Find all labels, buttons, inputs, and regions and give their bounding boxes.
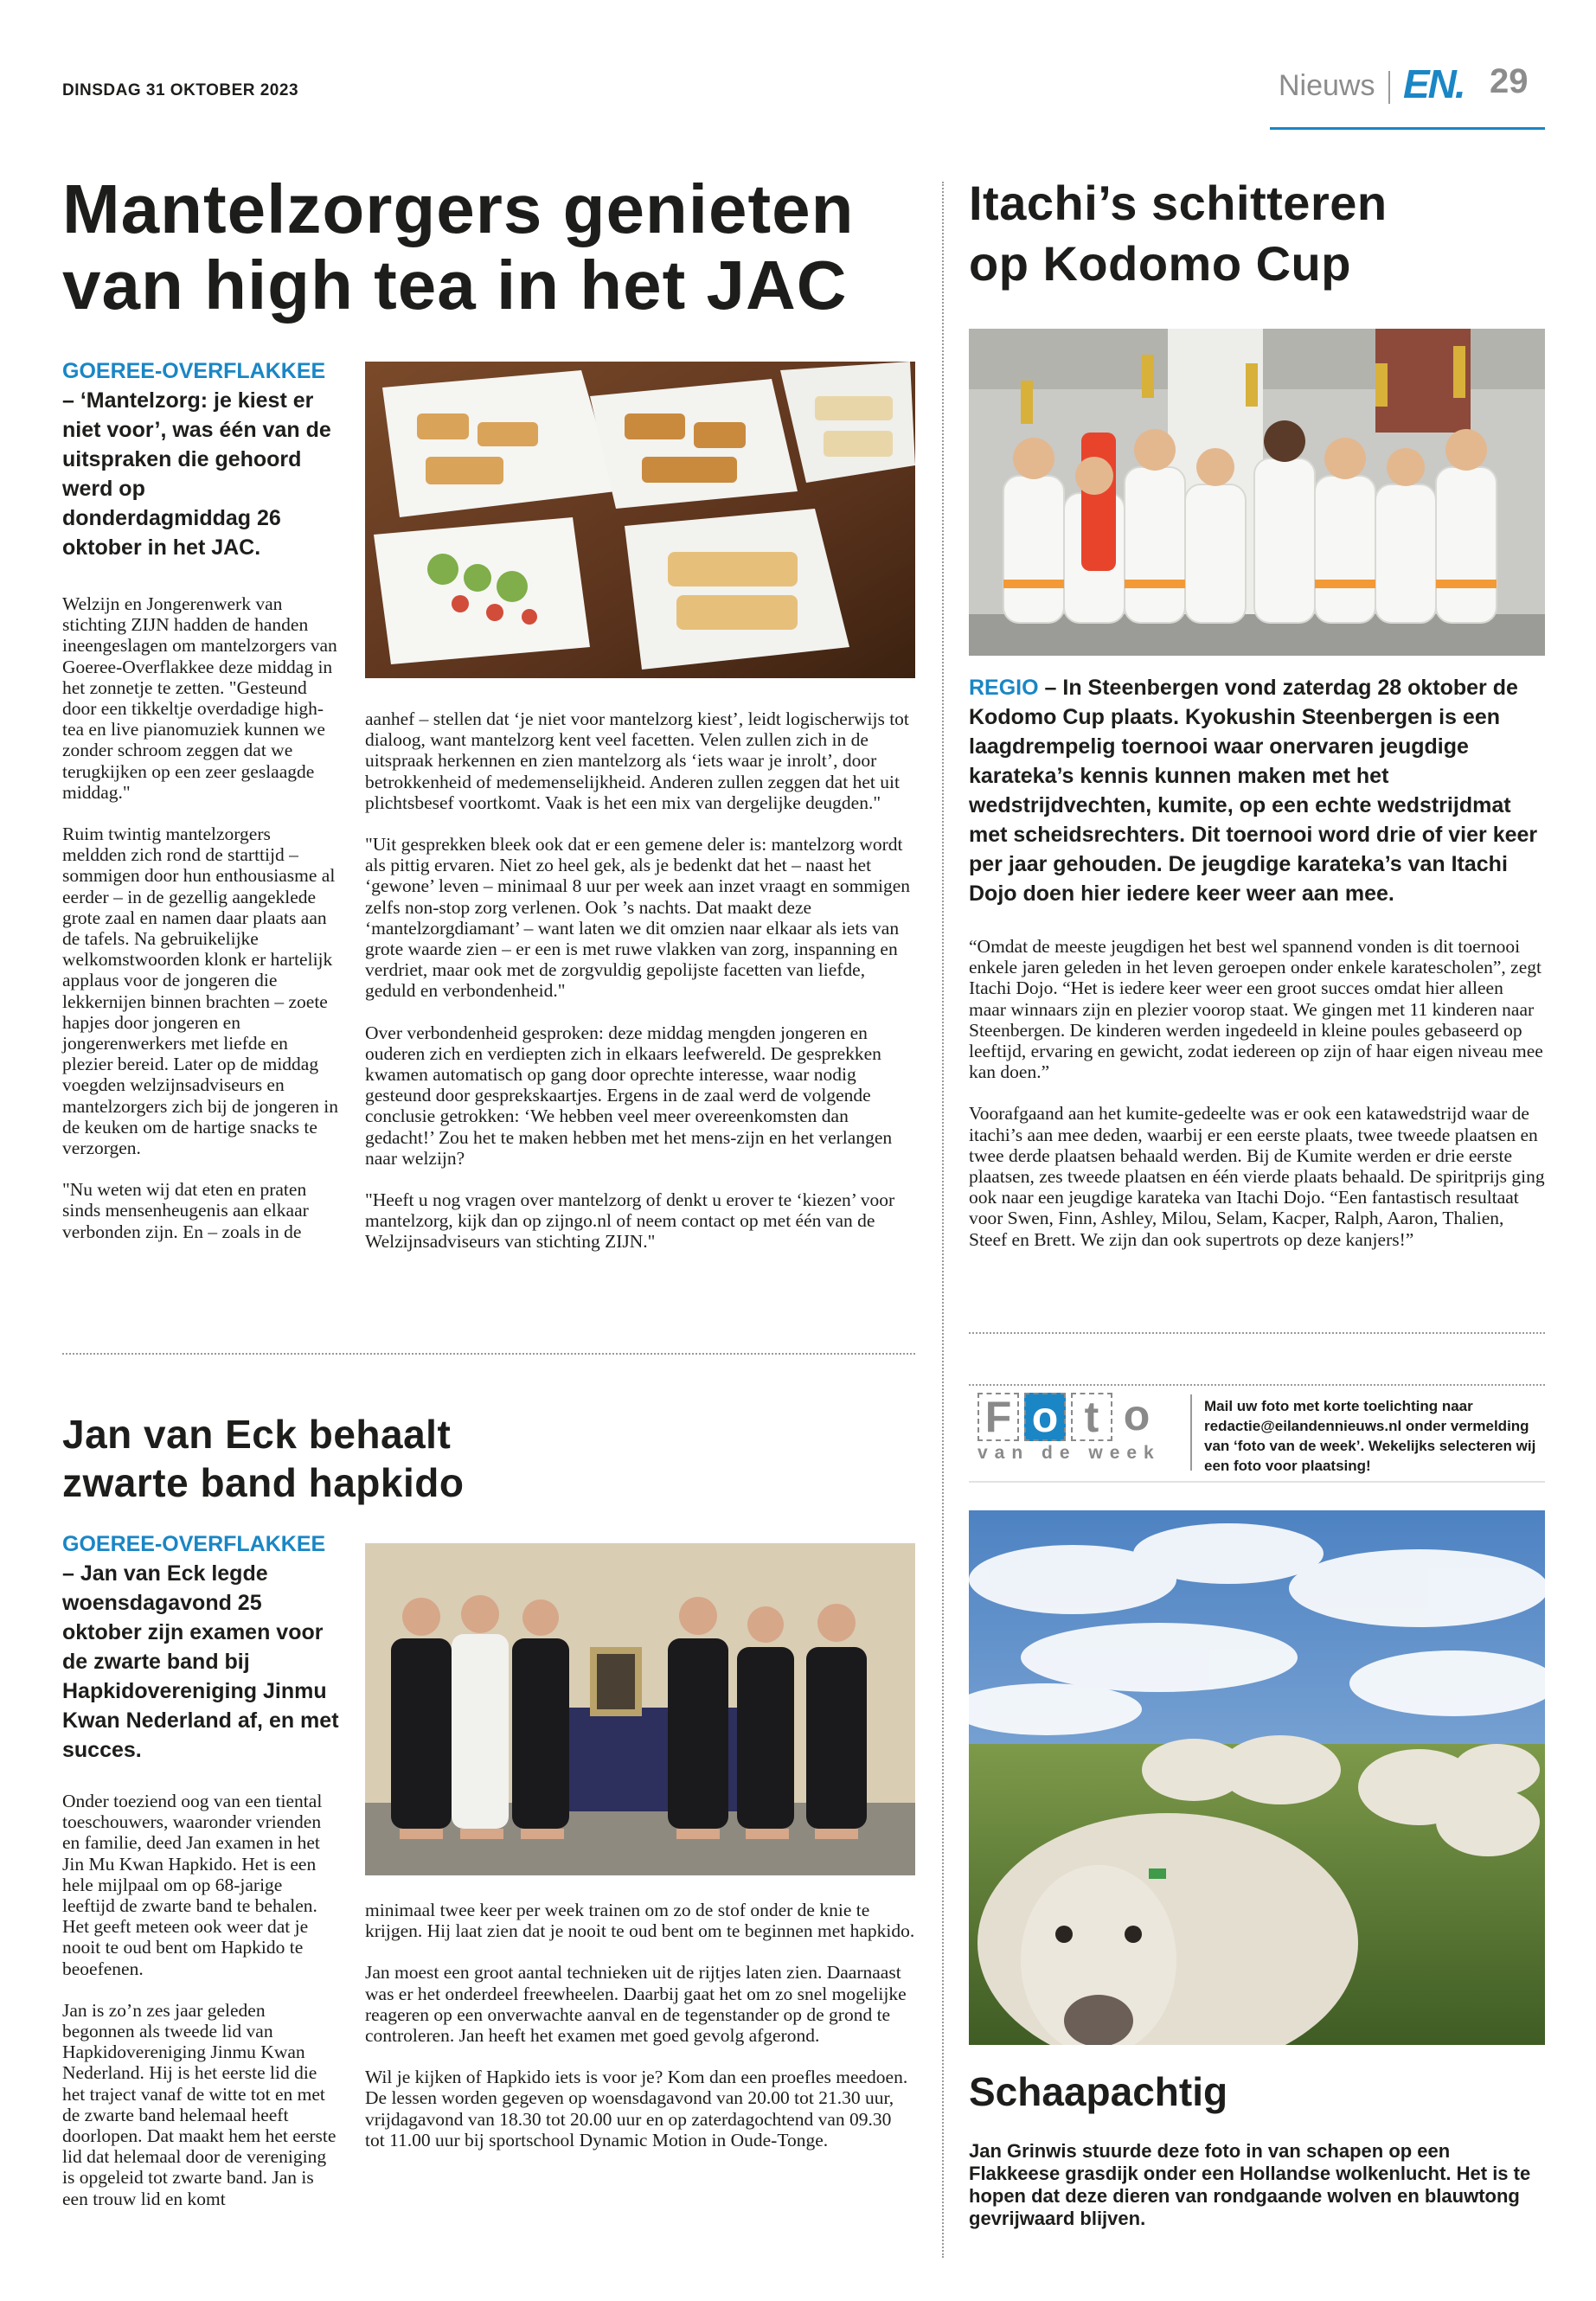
- en-logo: EN.: [1403, 61, 1465, 106]
- foto-logo-sub: van de week: [977, 1443, 1161, 1463]
- high-tea-photo: [365, 362, 915, 678]
- itachi-lead: [969, 673, 1545, 908]
- itachi-body-p2: Voorafgaand aan het kumite-gedeelte was er ook een katawedstrijd waar de itachi’s aan mee deden, waarbij er een eerste plaats, twee tweede plaatsen en twee derde plaatsen behaald werden. Bij de Kumite werden er drie eerste plaatsen, zes tweede plaatsen en één vierde plaats behaald. De spiritprijs ging ook naar een jeugdige karateka van Itachi Dojo. “Een fantastisch resultaat voor Swen, Finn, Ashley, Milou, Selam, Kacper, Ralph, Aaron, Thalien, Steef en Brett. We zijn dan ook supertrots op deze kanjers!”: [969, 1103, 1545, 1250]
- hapkido-col2-p2: Jan moest een groot aantal technieken uit de rijtjes laten zien. Daarnaast was er het onderdeel freewheelen. Daarbij gaat het om zo snel mogelijke reageren op een onverwachte aanval en de tegenstander op de grond te controleren. Jan heeft het examen met goed gevolg afgerond.: [365, 1962, 907, 2047]
- mantelzorg-col1-p2: Ruim twintig mantelzorgers meldden zich rond de starttijd – sommigen door hun enthousiasme al eerder – in de gezellig aangeklede grote zaal en namen daar plaats aan de tafels. Na gebruikelijke welkomstwoorden klonk er hartelijk applaus voor de jongeren die lekkernijen binnen brachten – zoete hapjes door jongeren en jongerenwerkers met liefde en plezier bereid. Later op de middag voegden welzijnsadviseurs en mantelzorgers zich bij de jongeren in de keuken om de hartige snacks te verzorgen.: [62, 824, 339, 1159]
- itachi-body-p1: “Omdat de meeste jeugdigen het best wel spannend vonden is dit toernooi enkele jaren geleden in het leven geroepen onder enkele karatescholen”, zegt Itachi Dojo. “Het is iedere keer weer een groot succes omdat hier alleen maar winnaars zijn en plezier voorop staat. We gingen met 11 kinderen naar Steenbergen. De kinderen werden ingedeeld in kleine poules gebaseerd op leeftijd, ervaring en gewicht, zodat iedereen op zijn of haar eigen niveau mee kan doen.”: [969, 936, 1543, 1083]
- hapkido-lead: [62, 1529, 339, 1765]
- foto-info-divider: [1190, 1394, 1192, 1471]
- mantelzorg-col1: [62, 593, 339, 1263]
- itachi-location: REGIO: [969, 676, 1039, 700]
- page-number: 29: [1490, 62, 1529, 100]
- mantelzorg-location: GOEREE-OVERFLAKKEE: [62, 359, 326, 383]
- mantelzorg-lead-text: – ‘Mantelzorg: je kiest er niet voor’, was één van de uitspraken die gehoord werd op donderdagmiddag 26 oktober in het JAC.: [62, 388, 331, 560]
- mantelzorg-col2-p3: Over verbondenheid gesproken: deze middag mengden jongeren en ouderen zich en verdiepten zich in elkaars leefwereld. De gesprekken kwamen automatisch op gang door oprechte interesse, waar nodig gesteund door gesprekskaartjes. Ergens in de zaal werd de volgende conclusie getrokken: ‘We hebben veel meer overeenkomsten dan gedacht!’ Zou het te maken hebben met het mens-zijn en het verlangen naar welzijn?: [365, 1022, 893, 1169]
- issue-date: DINSDAG 31 OKTOBER 2023: [62, 81, 299, 99]
- mantelzorg-col2-p2: "Uit gesprekken bleek ook dat er een gemene deler is: mantelzorg wordt als pittig ervaren. Niet zo heel gek, als je bedenkt dat het – naast het ‘gewone’ leven – minimaal 8 uur per week aan inzet vraagt en sommigen zelfs non-stop zorg verlenen. Ook ’s nachts. Dat maakt deze ‘mantelzorgdiamant’ – want laten we dit omzien naar elkaar als iets van grote waarde zien – er een is met ruwe vlakken van zorg, inspanning en verdriet, maar ook met de zorgvuldig gepolijste facetten van liefde, geduld en verbondenheid.": [365, 834, 911, 1002]
- hapkido-col2: [365, 1900, 915, 2171]
- mantelzorg-col1-p3: "Nu weten wij dat eten en praten sinds mensenheugenis aan elkaar verbonden zijn. En – zoals in de: [62, 1179, 309, 1242]
- karate-kids-photo: [969, 329, 1545, 656]
- section-label: Nieuws: [1279, 69, 1375, 102]
- hapkido-col1-p1: Onder toeziend oog van een tiental toeschouwers, waaronder vrienden en familie, deed Jan examen in het Jin Mu Kwan Hapkido. Het is een hele mijlpaal om op 68-jarige leeftijd de zwarte band te behalen. Het geeft meteen ook weer dat je nooit te oud bent om Hapkido te beoefenen.: [62, 1791, 323, 1979]
- sheep-photo: [969, 1510, 1545, 2045]
- hapkido-col2-p3: Wil je kijken of Hapkido iets is voor je? Kom dan een proefles meedoen. De lessen worden gegeven op woensdagavond van 20.00 tot 21.30 uur, vrijdagavond van 18.30 tot 20.00 uur en op zaterdagochtend van 09.30 tot 11.00 uur bij sportschool Dynamic Motion in Oude-Tonge.: [365, 2067, 908, 2150]
- hapkido-headline: Jan van Eck behaalt zwarte band hapkido: [62, 1412, 465, 1505]
- section-divider-right: [969, 1332, 1545, 1334]
- mantelzorg-lead: [62, 356, 339, 562]
- hapkido-col1-p2: Jan is zo’n zes jaar geleden begonnen als tweede lid van Hapkidovereniging Jinmu Kwan Nederland. Hij is het eerste lid die het traject vanaf de witte tot en met de zwarte band helemaal heeft doorlopen. Dat maakt hem het eerste lid dat helemaal door de vereniging is opgeleid tot zwarte band. Jan is een trouw lid en komt: [62, 1999, 337, 2209]
- hapkido-lead-text: – Jan van Eck legde woensdagavond 25 oktober zijn examen voor de zwarte band bij Hapkidovereniging Jinmu Kwan Nederland af, en met succes.: [62, 1561, 339, 1762]
- mantelzorg-col2-p1: aanhef – stellen dat ‘je niet voor mantelzorg kiest’, leidt logischerwijs tot dialoog, want mantelzorg kent veel facetten. Velen zullen zich in de uitspraak herkennen en zien mantelzorg als ‘iets waar je inrolt’, door betrokkenheid of medemenselijkheid. Anderen zullen zeggen dat het uit plichtsbesef voortkomt. Vaak is het een mix van dergelijke deugden.": [365, 708, 909, 813]
- mantelzorg-col2: [365, 708, 915, 1273]
- column-divider: [942, 182, 944, 2258]
- itachi-body: [969, 936, 1545, 1271]
- hapkido-col1: [62, 1791, 339, 2230]
- hapkido-group-photo: [365, 1543, 915, 1875]
- section-divider-left: [62, 1353, 915, 1355]
- hapkido-col2-p1: minimaal twee keer per week trainen om zo de stof onder de knie te krijgen. Hij laat zien dat je nooit te oud bent om te beginnen met hapkido.: [365, 1900, 915, 1942]
- header-rule: [1270, 127, 1545, 130]
- foto-top-rule: [969, 1384, 1545, 1386]
- header-divider: [1388, 71, 1390, 104]
- foto-info: Mail uw foto met korte toelichting naar redactie@eilandennieuws.nl onder vermelding van ‘foto van de week’. Wekelijks selecteren wij een foto voor plaatsing!: [1204, 1398, 1536, 1474]
- itachi-lead-text: – In Steenbergen vond zaterdag 28 oktober de Kodomo Cup plaats. Kyokushin Steenbergen is een laagdrempelig toernooi waar onervaren jeugdige karateka’s kennis kunnen maken met het wedstrijdvechten, kumite, op een echte wedstrijdmat met scheidsrechters. Dit toernooi word drie of vier keer per jaar gehouden. De jeugdige karateka’s van Itachi Dojo doen hier iedere keer weer aan mee.: [969, 676, 1538, 906]
- itachi-headline: Itachi’s schitteren op Kodomo Cup: [969, 176, 1388, 291]
- foto-bottom-rule: [969, 1481, 1545, 1483]
- mantelzorg-col2-p4: "Heeft u nog vragen over mantelzorg of denkt u erover te ‘kiezen’ voor mantelzorg, kijk dan op zijngo.nl of neem contact op met één van de Welzijnsadviseurs van stichting ZIJN.": [365, 1189, 895, 1253]
- foto-caption: Jan Grinwis stuurde deze foto in van schapen op een Flakkeese grasdijk onder een Hollandse wolkenlucht. Het is te hopen dat deze dieren van rondgaande wolven en blauwtong gevrijwaard blijven.: [969, 2140, 1531, 2229]
- foto-logo: F o t o van de week: [977, 1393, 1185, 1471]
- mantelzorg-col1-p1: Welzijn en Jongerenwerk van stichting ZIJN hadden de handen ineengeslagen om mantelzorgers van Goeree-Overflakkee deze middag in het zonnetje te zetten. "Gesteund door een tikkeltje overdadige high-tea en live pianomuziek kunnen we zonder schroom zeggen dat we terugkijken op een zeer geslaagde middag.": [62, 593, 337, 803]
- foto-headline: Schaapachtig: [969, 2069, 1228, 2114]
- hapkido-location: GOEREE-OVERFLAKKEE: [62, 1532, 326, 1556]
- mantelzorg-headline: Mantelzorgers genieten van high tea in het JAC: [62, 170, 855, 324]
